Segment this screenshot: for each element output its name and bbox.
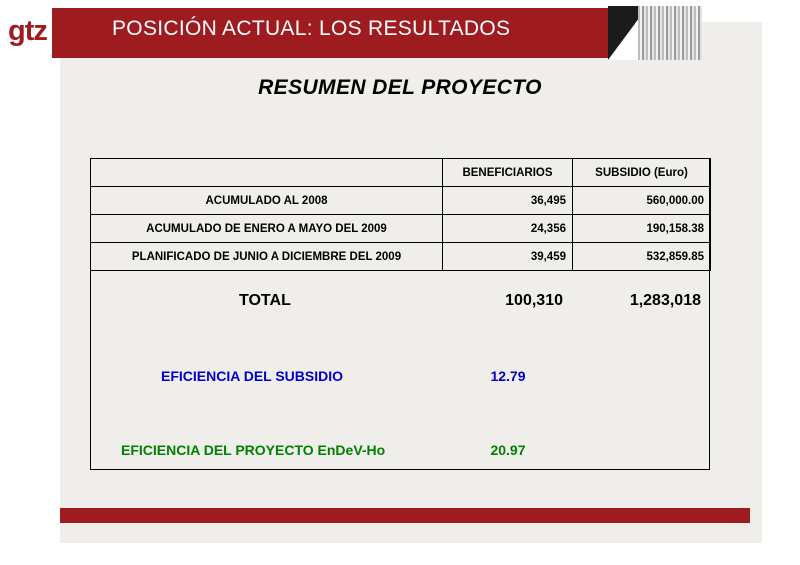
row-subsidio: 560,000.00 [573,187,711,215]
row-beneficiarios: 39,459 [443,243,573,271]
row-label: ACUMULADO DE ENERO A MAYO DEL 2009 [91,215,443,243]
column-header-subsidio: SUBSIDIO (Euro) [573,159,711,187]
stripes-shape [638,6,702,60]
row-label: ACUMULADO AL 2008 [91,187,443,215]
table-row [91,187,711,215]
total-row [91,292,709,316]
table-header-row [91,159,711,187]
column-header-beneficiarios: BENEFICIARIOS [443,159,573,187]
header-bar [52,8,702,58]
table-row [91,215,711,243]
column-header-empty [91,159,443,187]
project-efficiency-label: EFICIENCIA DEL PROYECTO EnDeV-Ho [121,442,386,458]
total-beneficiarios: 100,310 [505,292,563,309]
header-title: POSICIÓN ACTUAL: LOS RESULTADOS [112,17,511,40]
row-label: PLANIFICADO DE JUNIO A DICIEMBRE DEL 2009 [91,243,443,271]
page-title: RESUMEN DEL PROYECTO [258,76,542,99]
summary-table [90,158,711,271]
gtz-logo: gtz [8,15,47,47]
row-beneficiarios: 36,495 [443,187,573,215]
total-label: TOTAL [239,292,291,309]
row-subsidio: 532,859.85 [573,243,711,271]
row-beneficiarios: 24,356 [443,215,573,243]
header-decoration-image [608,6,702,60]
footer-bar [60,508,750,523]
subsidy-efficiency-value: 12.79 [490,368,526,384]
slide-margin-bottom [0,543,800,565]
project-efficiency-value: 20.97 [490,442,526,458]
table-row [91,243,711,271]
summary-open-area [91,270,709,469]
row-subsidio: 190,158.38 [573,215,711,243]
subsidy-efficiency-label: EFICIENCIA DEL SUBSIDIO [161,368,344,384]
total-subsidio: 1,283,018 [629,292,701,309]
